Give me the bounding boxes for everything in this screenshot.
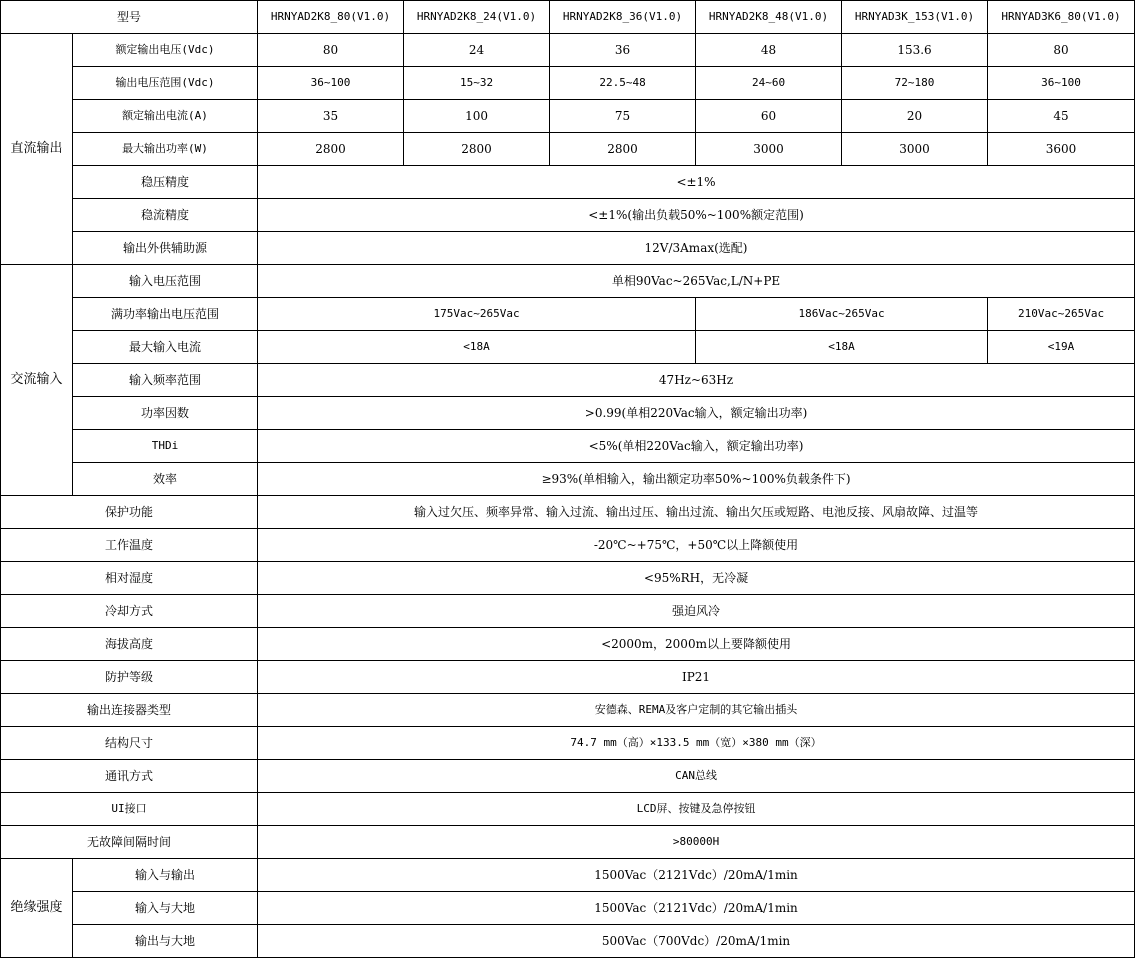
group-label-insulation: 绝缘强度: [1, 859, 73, 958]
table-row: [1, 793, 1135, 826]
table-row: [1, 364, 1135, 397]
table-row: [1, 430, 1135, 463]
cell-value: 2800: [258, 133, 404, 166]
cell-value: >80000H: [258, 826, 1135, 859]
row-label: 输入与输出: [73, 859, 258, 892]
cell-value: 安德森、REMA及客户定制的其它输出插头: [258, 694, 1135, 727]
cell-value: <18A: [258, 331, 696, 364]
table-row: [1, 34, 1135, 67]
cell-value: 36~100: [988, 67, 1135, 100]
model-name: HRNYAD3K6_80(V1.0): [988, 1, 1135, 34]
row-label: THDi: [73, 430, 258, 463]
cell-value: 2800: [404, 133, 550, 166]
cell-value: 74.7 mm（高）×133.5 mm（宽）×380 mm（深）: [258, 727, 1135, 760]
model-label: 型号: [1, 1, 258, 34]
cell-value: 36~100: [258, 67, 404, 100]
row-label: 效率: [73, 463, 258, 496]
row-label: 结构尺寸: [1, 727, 258, 760]
table-row: [1, 232, 1135, 265]
cell-value: 输入过欠压、频率异常、输入过流、输出过压、输出过流、输出欠压或短路、电池反接、风扇故障、过温等: [258, 496, 1135, 529]
model-name: HRNYAD3K_153(V1.0): [842, 1, 988, 34]
table-row: [1, 529, 1135, 562]
table-row: [1, 694, 1135, 727]
table-row: [1, 100, 1135, 133]
cell-value: 100: [404, 100, 550, 133]
row-label: 额定输出电压(Vdc): [73, 34, 258, 67]
table-row: [1, 760, 1135, 793]
model-name: HRNYAD2K8_24(V1.0): [404, 1, 550, 34]
cell-value: 175Vac~265Vac: [258, 298, 696, 331]
cell-value: LCD屏、按键及急停按钮: [258, 793, 1135, 826]
cell-value: 20: [842, 100, 988, 133]
cell-value: 2800: [550, 133, 696, 166]
cell-value: 48: [696, 34, 842, 67]
cell-value: 24~60: [696, 67, 842, 100]
table-row: [1, 892, 1135, 925]
model-name: HRNYAD2K8_48(V1.0): [696, 1, 842, 34]
cell-value: <95%RH，无冷凝: [258, 562, 1135, 595]
table-row: [1, 199, 1135, 232]
cell-value: ≥93%(单相输入，输出额定功率50%~100%负载条件下): [258, 463, 1135, 496]
row-label: 通讯方式: [1, 760, 258, 793]
model-name: HRNYAD2K8_36(V1.0): [550, 1, 696, 34]
row-label: 最大输入电流: [73, 331, 258, 364]
row-label: 保护功能: [1, 496, 258, 529]
cell-value: 72~180: [842, 67, 988, 100]
cell-value: <18A: [696, 331, 988, 364]
row-label: 满功率输出电压范围: [73, 298, 258, 331]
cell-value: 80: [988, 34, 1135, 67]
row-label: 相对湿度: [1, 562, 258, 595]
cell-value: 3000: [696, 133, 842, 166]
cell-value: -20℃~+75℃，+50℃以上降额使用: [258, 529, 1135, 562]
row-label: 防护等级: [1, 661, 258, 694]
cell-value: 强迫风冷: [258, 595, 1135, 628]
table-row: [1, 496, 1135, 529]
cell-value: 3000: [842, 133, 988, 166]
cell-value: 45: [988, 100, 1135, 133]
row-label: 输入电压范围: [73, 265, 258, 298]
row-label: 输入频率范围: [73, 364, 258, 397]
table-row: [1, 463, 1135, 496]
cell-value: 36: [550, 34, 696, 67]
model-name: HRNYAD2K8_80(V1.0): [258, 1, 404, 34]
group-label-ac: 交流输入: [1, 265, 73, 496]
table-row: [1, 859, 1135, 892]
table-row: [1, 727, 1135, 760]
cell-value: <19A: [988, 331, 1135, 364]
cell-value: 80: [258, 34, 404, 67]
table-row: [1, 265, 1135, 298]
cell-value: 186Vac~265Vac: [696, 298, 988, 331]
cell-value: 15~32: [404, 67, 550, 100]
cell-value: 1500Vac（2121Vdc）/20mA/1min: [258, 859, 1135, 892]
cell-value: <±1%(输出负载50%~100%额定范围): [258, 199, 1135, 232]
model-header-row: [1, 1, 1135, 34]
cell-value: 75: [550, 100, 696, 133]
cell-value: 35: [258, 100, 404, 133]
cell-value: 1500Vac（2121Vdc）/20mA/1min: [258, 892, 1135, 925]
row-label: UI接口: [1, 793, 258, 826]
row-label: 功率因数: [73, 397, 258, 430]
row-label: 冷却方式: [1, 595, 258, 628]
cell-value: >0.99(单相220Vac输入，额定输出功率): [258, 397, 1135, 430]
table-row: [1, 925, 1135, 958]
table-row: [1, 628, 1135, 661]
cell-value: 47Hz~63Hz: [258, 364, 1135, 397]
cell-value: 24: [404, 34, 550, 67]
table-row: [1, 826, 1135, 859]
table-row: [1, 562, 1135, 595]
row-label: 输出连接器类型: [1, 694, 258, 727]
cell-value: <±1%: [258, 166, 1135, 199]
group-label-dc: 直流输出: [1, 34, 73, 265]
row-label: 工作温度: [1, 529, 258, 562]
row-label: 输出与大地: [73, 925, 258, 958]
table-row: [1, 595, 1135, 628]
table-row: [1, 397, 1135, 430]
table-row: [1, 661, 1135, 694]
cell-value: 153.6: [842, 34, 988, 67]
row-label: 输入与大地: [73, 892, 258, 925]
cell-value: 500Vac（700Vdc）/20mA/1min: [258, 925, 1135, 958]
cell-value: 60: [696, 100, 842, 133]
row-label: 稳压精度: [73, 166, 258, 199]
cell-value: <2000m，2000m以上要降额使用: [258, 628, 1135, 661]
table-row: [1, 166, 1135, 199]
row-label: 输出外供辅助源: [73, 232, 258, 265]
row-label: 输出电压范围(Vdc): [73, 67, 258, 100]
cell-value: CAN总线: [258, 760, 1135, 793]
row-label: 最大输出功率(W): [73, 133, 258, 166]
table-row: [1, 133, 1135, 166]
cell-value: <5%(单相220Vac输入，额定输出功率): [258, 430, 1135, 463]
cell-value: 22.5~48: [550, 67, 696, 100]
cell-value: 210Vac~265Vac: [988, 298, 1135, 331]
cell-value: IP21: [258, 661, 1135, 694]
cell-value: 单相90Vac~265Vac,L/N+PE: [258, 265, 1135, 298]
row-label: 海拔高度: [1, 628, 258, 661]
row-label: 稳流精度: [73, 199, 258, 232]
table-row: [1, 331, 1135, 364]
cell-value: 3600: [988, 133, 1135, 166]
table-row: [1, 67, 1135, 100]
row-label: 额定输出电流(A): [73, 100, 258, 133]
row-label: 无故障间隔时间: [1, 826, 258, 859]
cell-value: 12V/3Amax(选配): [258, 232, 1135, 265]
table-row: [1, 298, 1135, 331]
